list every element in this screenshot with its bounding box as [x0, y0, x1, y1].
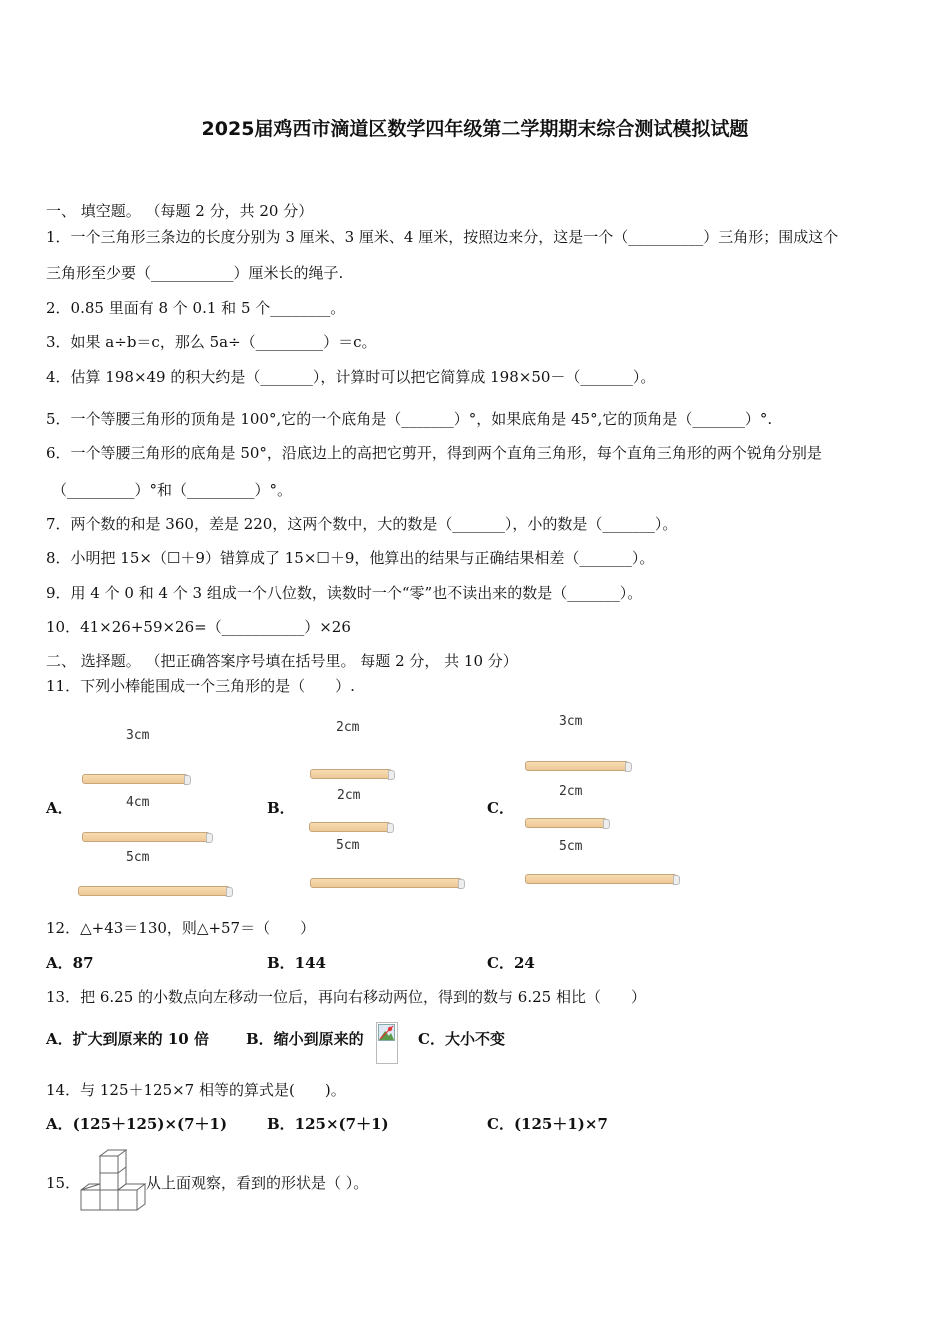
stick-label: 5cm — [126, 850, 150, 865]
section-2-heading: 二、 选择题。 （把正确答案序号填在括号里。 每题 2 分， 共 10 分） — [46, 652, 518, 670]
option-c[interactable]: C．(125＋1)×7 — [487, 1115, 608, 1133]
question-1-line-2: 三角形至少要（___________）厘米长的绳子. — [46, 264, 344, 282]
question-2: 2．0.85 里面有 8 个 0.1 和 5 个________。 — [46, 299, 346, 317]
question-3: 3．如果 a÷b＝c，那么 5a÷（_________）＝c。 — [46, 333, 377, 351]
option-b[interactable]: B．缩小到原来的 — [246, 1030, 364, 1048]
option-c[interactable]: C．24 — [487, 954, 535, 972]
stick-5cm — [78, 886, 230, 896]
option-c-label[interactable]: C． — [487, 799, 514, 817]
stick-4cm — [82, 832, 210, 842]
question-7: 7．两个数的和是 360，差是 220，这两个数中，大的数是（_______），小的数是（_______）。 — [46, 515, 678, 533]
question-1-line-1: 1．一个三角形三条边的长度分别为 3 厘米、3 厘米、4 厘米，按照边来分，这是一个（__________）三角形；围成这个 — [46, 228, 839, 246]
stick-2cm — [525, 818, 607, 828]
question-15-number: 15． — [46, 1174, 81, 1192]
option-a[interactable]: A．(125＋125)×(7＋1) — [46, 1115, 228, 1133]
question-15-text: 从上面观察，看到的形状是（ ）。 — [146, 1174, 369, 1192]
stick-5cm — [310, 878, 462, 888]
option-b[interactable]: B．144 — [267, 954, 326, 972]
option-c[interactable]: C．大小不变 — [418, 1030, 505, 1048]
stick-label: 5cm — [559, 839, 583, 854]
option-b[interactable]: B．125×(7＋1) — [267, 1115, 389, 1133]
stick-2cm — [309, 822, 391, 832]
stick-label: 3cm — [559, 714, 583, 729]
option-a-label[interactable]: A． — [46, 799, 73, 817]
stick-label: 5cm — [336, 838, 360, 853]
image-placeholder-icon — [378, 1024, 395, 1041]
section-1-heading: 一、 填空题。 （每题 2 分，共 20 分） — [46, 202, 314, 220]
stick-3cm — [525, 761, 629, 771]
question-5: 5．一个等腰三角形的顶角是 100°,它的一个底角是（_______）°，如果底角是 45°,它的顶角是（_______）°. — [46, 410, 773, 428]
option-b-label[interactable]: B． — [267, 799, 295, 817]
question-8: 8．小明把 15×（☐＋9）错算成了 15×☐＋9，他算出的结果与正确结果相差（_______）。 — [46, 549, 655, 567]
question-9: 9．用 4 个 0 和 4 个 3 组成一个八位数，读数时一个“零”也不读出来的数是（_______）。 — [46, 584, 643, 602]
question-13: 13．把 6.25 的小数点向左移动一位后，再向右移动两位，得到的数与 6.25 相比（ ） — [46, 988, 646, 1006]
question-14: 14．与 125＋125×7 相等的算式是( )。 — [46, 1081, 346, 1099]
stick-label: 3cm — [126, 728, 150, 743]
page-title: 2025届鸡西市滴道区数学四年级第二学期期末综合测试模拟试题 — [201, 118, 749, 140]
question-12: 12．△+43＝130，则△+57＝（ ） — [46, 919, 316, 937]
stick-label: 2cm — [336, 720, 360, 735]
question-6-line-2: （_________）°和（_________）°。 — [52, 481, 293, 499]
cube-stack-figure — [78, 1148, 148, 1216]
stick-label: 2cm — [559, 784, 583, 799]
option-a[interactable]: A．扩大到原来的 10 倍 — [46, 1030, 209, 1048]
broken-image-icon — [376, 1022, 398, 1064]
question-6-line-1: 6．一个等腰三角形的底角是 50°，沿底边上的高把它剪开，得到两个直角三角形，每个直角三角形的两个锐角分别是 — [46, 444, 822, 462]
stick-5cm — [525, 874, 677, 884]
question-4: 4．估算 198×49 的积大约是（_______），计算时可以把它简算成 198×50－（_______）。 — [46, 368, 656, 386]
question-10: 10．41×26+59×26=（___________）×26 — [46, 618, 351, 636]
question-11: 11．下列小棒能围成一个三角形的是（ ）. — [46, 677, 355, 695]
stick-3cm — [82, 774, 188, 784]
stick-label: 2cm — [337, 788, 361, 803]
stick-2cm — [310, 769, 392, 779]
option-a[interactable]: A．87 — [46, 954, 94, 972]
stick-label: 4cm — [126, 795, 150, 810]
